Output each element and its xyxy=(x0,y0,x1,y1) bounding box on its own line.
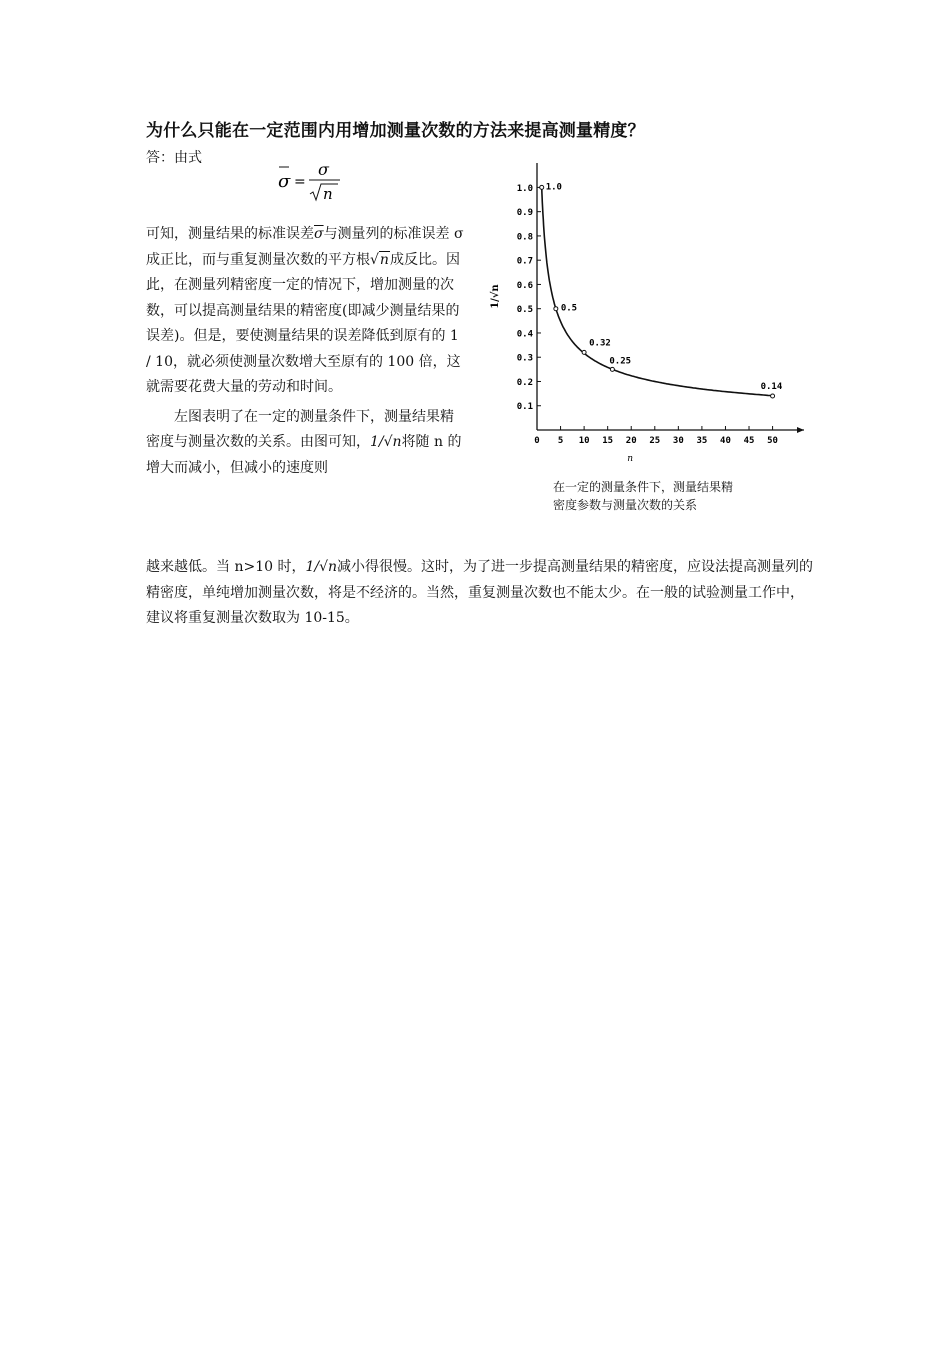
data-point xyxy=(610,367,614,371)
x-tick-label: 50 xyxy=(767,436,778,446)
y-tick-label: 0.7 xyxy=(516,256,533,267)
y-tick-label: 0.4 xyxy=(516,329,533,340)
y-axis-label: 1/√n xyxy=(490,284,501,309)
x-tick-label: 15 xyxy=(602,436,614,446)
x-tick-label: 0 xyxy=(534,436,540,446)
p2-text-1: 左图表明了在一定的测量条件下，测量结果精密度与测量次数的关系。由图可知， xyxy=(146,408,454,450)
data-label: 0.32 xyxy=(589,338,611,349)
y-tick-label: 0.6 xyxy=(516,280,533,291)
paragraph-2 xyxy=(146,405,464,482)
data-point xyxy=(582,350,586,354)
caption-line-1: 在一定的测量条件下，测量结果精 xyxy=(553,480,734,494)
p2-text-2: 将随 n 的增大而减小，但减小的速度则 xyxy=(146,434,462,476)
sqrt-n-symbol: n xyxy=(379,251,389,268)
data-point xyxy=(540,185,544,189)
y-tick-label: 0.9 xyxy=(516,208,533,219)
data-label: 0.14 xyxy=(760,382,783,393)
formula-equals: = xyxy=(294,174,306,190)
formula-numerator: σ xyxy=(318,160,329,179)
y-tick-label: 1.0 xyxy=(516,183,533,194)
data-point xyxy=(771,394,775,398)
x-tick-label: 30 xyxy=(672,436,684,446)
y-tick-label: 0.3 xyxy=(516,353,533,364)
p1-text-2: 与测量列的标准误差 σ 成正比，而与重复测量次数的平方根 xyxy=(146,226,464,268)
std-error-formula xyxy=(276,158,356,204)
x-tick-label: 20 xyxy=(625,436,637,446)
data-label: 0.25 xyxy=(609,356,632,367)
formula-lhs: σ xyxy=(278,171,291,192)
sigma-bar-symbol: $\overline{\sigma}$ xyxy=(314,226,324,242)
y-tick-label: 0.1 xyxy=(516,402,533,413)
p3-text-2: 减小得很慢。这时，为了进一步提高测量结果的精密度，应设法提高测量列的精密度，单纯增加测量次数，将是不经济的。当然，重复测量次数也不能太少。在一般的试验测量工作中，建议将重复测量次数取为 10-15。 xyxy=(146,559,814,626)
left-column-text xyxy=(146,222,464,481)
chart-layer xyxy=(489,163,804,464)
answer-label: 答：由式 xyxy=(146,150,202,166)
x-tick-label: 45 xyxy=(743,436,755,446)
y-tick-label: 0.5 xyxy=(516,305,533,316)
x-tick-label: 35 xyxy=(696,436,708,446)
chart-caption xyxy=(553,478,733,514)
data-label: 1.0 xyxy=(545,182,562,193)
full-width-text xyxy=(146,555,814,632)
series-line-inverse-sqrt-n xyxy=(542,187,773,395)
question-title: 为什么只能在一定范围内用增加测量次数的方法来提高测量精度？ xyxy=(146,121,645,141)
x-tick-label: 5 xyxy=(557,436,564,446)
p1-text-1: 可知，测量结果的标准误差 xyxy=(146,226,314,242)
precision-vs-n-chart xyxy=(482,160,812,470)
x-tick-label: 25 xyxy=(649,436,661,446)
x-tick-label: 10 xyxy=(578,436,590,446)
paragraph-1: 可知，测量结果的标准误差$\overline{\sigma}$与测量列的标准误差 σ 成正比，而与重复测量次数的平方根√n成反比。因此，在测量列精密度一定的情况下，增加测量的次数，可以提高测量结果的精密度(即减少测量结果的误差)。但是，要使测量结果的误差降低到原有的 1 / 10，就必须使测量次数增大至原有的 100 倍，这就需要花费大量的劳动和时间。 xyxy=(146,226,464,395)
x-tick-label: 40 xyxy=(720,436,731,446)
formula-denominator: n xyxy=(323,185,333,203)
y-tick-label: 0.2 xyxy=(516,377,533,388)
x-axis-label: n xyxy=(627,454,633,464)
data-point xyxy=(554,307,558,311)
y-tick-label: 0.8 xyxy=(516,232,533,243)
inverse-sqrt-n-symbol-2: 1/√n xyxy=(305,559,338,575)
caption-line-2: 密度参数与测量次数的关系 xyxy=(553,498,698,512)
p1-text-3: 成反比。因此，在测量列精密度一定的情况下，增加测量的次数，可以提高测量结果的精密度(即减少测量结果的误差)。但是，要使测量结果的误差降低到原有的 1 / 10，就必须使测量次数增大至原有的 100 倍，这就需要花费大量的劳动和时间。 xyxy=(146,251,461,395)
data-label: 0.5 xyxy=(560,303,578,314)
inverse-sqrt-n-symbol: 1/√n xyxy=(370,434,402,450)
x-axis-arrow xyxy=(797,427,804,433)
p3-text-1: 越来越低。当 n>10 时， xyxy=(146,559,306,575)
